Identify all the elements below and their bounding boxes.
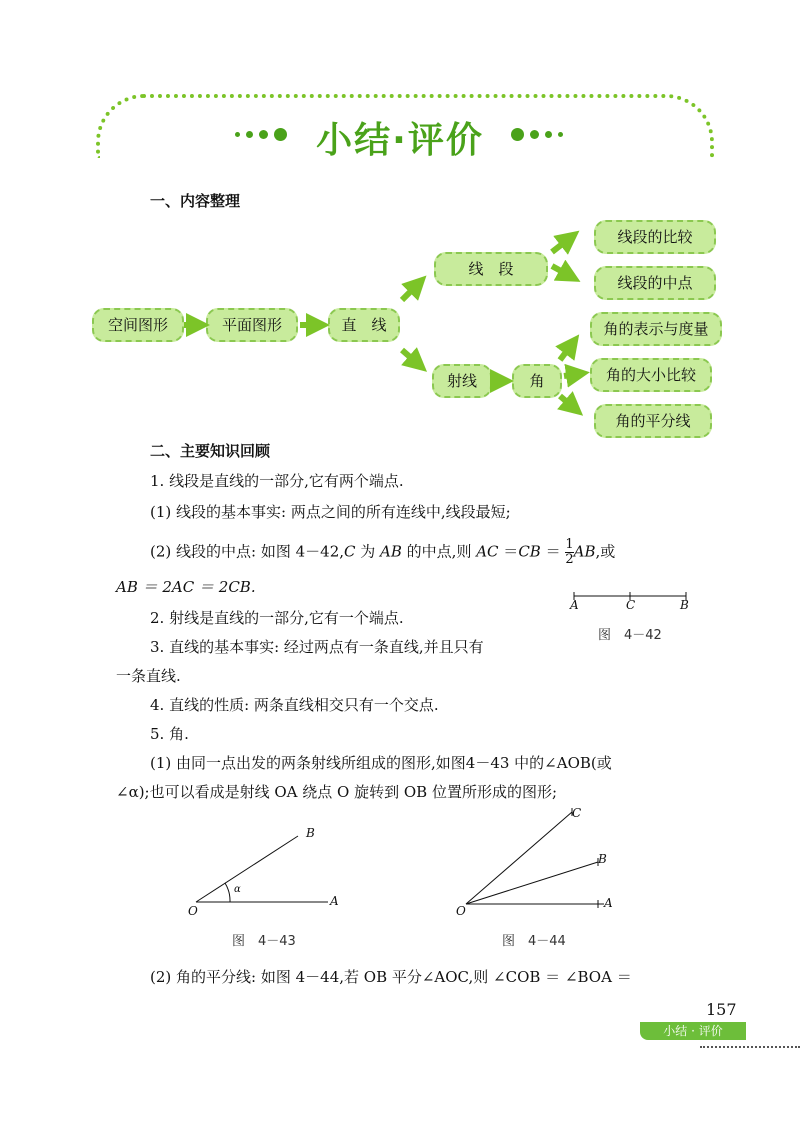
- f43-label-B: B: [306, 826, 315, 840]
- box-space-figure: 空间图形: [92, 308, 184, 342]
- section-heading-2: 二、主要知识回顾: [150, 442, 271, 460]
- text-line-8: 4. 直线的性质: 两条直线相交只有一个交点.: [150, 696, 439, 714]
- concept-map-arrows: [0, 0, 800, 460]
- f44-label-B: B: [598, 852, 607, 866]
- text-line-3: [150, 538, 615, 567]
- text-line-5: 2. 射线是直线的一部分,它有一个端点.: [150, 609, 404, 627]
- text-line-3-g: ＝: [498, 542, 519, 561]
- arrow-to-midpoint: [552, 266, 570, 276]
- f44-label-C: C: [572, 806, 582, 820]
- figure-4-42-caption: 图 4－42: [598, 628, 662, 643]
- text-line-1: 1. 线段是直线的一部分,它有两个端点.: [150, 472, 404, 490]
- box-plane-figure: 平面图形: [206, 308, 298, 342]
- text-line-10: (1) 由同一点出发的两条射线所组成的图形,如图4－43 中的∠AOB(或: [150, 754, 612, 772]
- text-line-12: (2) 角的平分线: 如图 4－44,若 OB 平分∠AOC,则 ∠COB ＝ ∠BOA ＝: [150, 968, 632, 986]
- fraction-half: [565, 538, 573, 567]
- figure-4-44-caption: 图 4－44: [502, 934, 566, 949]
- figure-4-43-diagram: [190, 820, 340, 910]
- text-line-11: ∠α);也可以看成是射线 OA 绕点 O 旋转到 OB 位置所形成的图形;: [116, 783, 558, 801]
- f42-label-C: C: [626, 598, 636, 612]
- figure-4-44-diagram: [460, 808, 620, 912]
- arrow-line-ray: [402, 350, 418, 364]
- box-angle-compare: 角的大小比较: [590, 358, 712, 392]
- box-angle: 角: [512, 364, 562, 398]
- arrow-to-angle-compare: [564, 374, 578, 376]
- f44-label-A: A: [604, 896, 613, 910]
- fraction-numerator: 1: [565, 537, 574, 552]
- box-segment-compare: 线段的比较: [594, 220, 716, 254]
- text-line-3-k: ,或: [595, 542, 616, 561]
- text-line-9: 5. 角.: [150, 725, 189, 743]
- page-number: 157: [706, 1000, 737, 1019]
- section-heading-1: 一、内容整理: [150, 192, 241, 210]
- box-line: 直 线: [328, 308, 400, 342]
- text-line-3-a: (2) 线段的中点: 如图 4－42,: [150, 542, 345, 561]
- f43-label-O: O: [188, 904, 198, 918]
- box-angle-bisector: 角的平分线: [594, 404, 712, 438]
- text-line-3-e: 的中点,则: [401, 542, 477, 561]
- text-line-3-c: 为: [355, 542, 381, 561]
- f42-label-B: B: [680, 598, 689, 612]
- arrow-line-segment: [402, 284, 418, 300]
- var-AC: AC: [476, 542, 499, 561]
- var-C: C: [344, 542, 356, 561]
- box-ray: 射线: [432, 364, 492, 398]
- footer-divider: [700, 1046, 800, 1048]
- f42-label-A: A: [570, 598, 579, 612]
- fraction-denominator: 2: [565, 552, 574, 567]
- footer-section-tag: 小结 · 评价: [640, 1022, 746, 1040]
- var-CB: CB: [518, 542, 541, 561]
- var-AB: AB: [380, 542, 402, 561]
- f43-label-A: A: [330, 894, 339, 908]
- figure-4-43-caption: 图 4－43: [232, 934, 296, 949]
- text-line-6: 3. 直线的基本事实: 经过两点有一条直线,并且只有: [150, 638, 484, 656]
- arrow-to-compare: [552, 238, 570, 252]
- text-line-3-i: ＝: [540, 542, 566, 561]
- box-angle-measure: 角的表示与度量: [590, 312, 722, 346]
- text-line-7: 一条直线.: [116, 667, 181, 685]
- box-segment-midpoint: 线段的中点: [594, 266, 716, 300]
- text-line-4: AB ＝ 2AC ＝ 2CB.: [116, 578, 256, 596]
- page-title: 小结·评价: [316, 120, 484, 161]
- arrow-to-measure: [560, 344, 572, 360]
- f43-label-alpha: α: [234, 884, 241, 895]
- box-segment: 线 段: [434, 252, 548, 286]
- arrow-to-bisector: [560, 396, 574, 408]
- var-AB-2: AB: [573, 542, 596, 561]
- f44-label-O: O: [456, 904, 466, 918]
- text-line-2: (1) 线段的基本事实: 两点之间的所有连线中,线段最短;: [150, 503, 511, 521]
